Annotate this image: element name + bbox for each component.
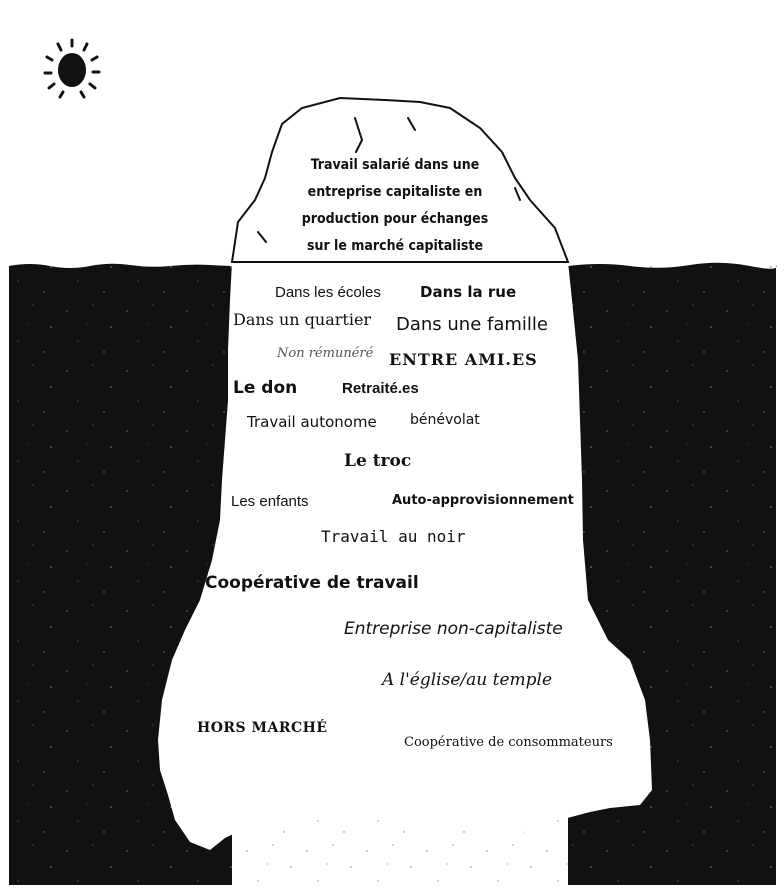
label-troc: Le troc <box>344 451 412 471</box>
label-benevolat: bénévolat <box>410 412 480 428</box>
above-water-text <box>290 152 500 260</box>
label-non-capitaliste: Entreprise non-capitaliste <box>344 619 563 639</box>
label-quartier: Dans un quartier <box>233 310 372 329</box>
label-don: Le don <box>233 378 298 398</box>
tip-line: Travail salarié dans une <box>310 157 480 173</box>
tip-line: production pour échanges <box>301 211 489 227</box>
label-famille: Dans une famille <box>396 314 548 335</box>
tip-line: sur le marché capitaliste <box>306 238 483 254</box>
label-eglise: A l'église/au temple <box>382 670 552 690</box>
label-hors-marche: HORS MARCHÉ <box>197 720 328 736</box>
tip-line: entreprise capitaliste en <box>307 184 483 200</box>
label-coop-conso: Coopérative de consommateurs <box>404 735 613 750</box>
label-ecoles: Dans les écoles <box>275 284 381 301</box>
label-noir: Travail au noir <box>321 527 466 546</box>
sun-icon <box>45 40 99 97</box>
label-coop-travail: Coopérative de travail <box>205 573 419 593</box>
label-non-remunere: Non rémunéré <box>277 346 374 361</box>
label-retraites: Retraité.es <box>342 380 419 397</box>
label-enfants: Les enfants <box>231 493 309 510</box>
label-rue: Dans la rue <box>420 283 517 301</box>
label-entre-amies: ENTRE AMI.ES <box>389 350 538 369</box>
label-auto-appro: Auto-approvisionnement <box>392 493 574 508</box>
label-autonome: Travail autonome <box>247 413 377 431</box>
